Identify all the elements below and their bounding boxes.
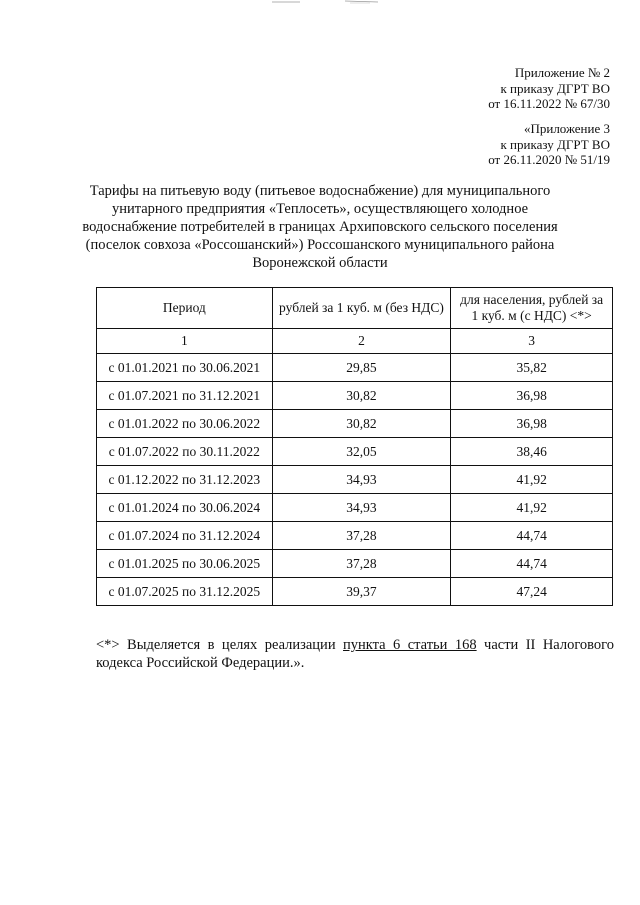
cell-with-vat: 35,82 [451,354,613,382]
cell-without-vat: 30,82 [272,382,451,410]
cell-period: с 01.01.2025 по 30.06.2025 [97,550,273,578]
appendix-current-line3: от 16.11.2022 № 67/30 [488,96,610,111]
cell-with-vat: 41,92 [451,494,613,522]
vat-footnote [96,636,614,672]
cell-with-vat: 41,92 [451,466,613,494]
cell-without-vat: 34,93 [272,466,451,494]
cell-period: с 01.07.2021 по 31.12.2021 [97,382,273,410]
cell-period: с 01.12.2022 по 31.12.2023 [97,466,273,494]
cell-without-vat: 37,28 [272,522,451,550]
appendix-current-line2: к приказу ДГРТ ВО [500,80,610,96]
header-period: Период [97,288,273,329]
table-header-row [97,288,613,329]
column-number-row [97,329,613,354]
title-line3: водоснабжение потребителей в границах Архиповского сельского поселения [82,219,558,235]
appendix-current-line1: Приложение № 2 [514,65,610,80]
header-with-vat [451,288,613,329]
cell-period: с 01.07.2025 по 31.12.2025 [97,578,273,606]
cell-with-vat: 47,24 [451,578,613,606]
appendix-original-reference [488,121,610,168]
table-row [97,354,613,382]
cell-without-vat: 39,37 [272,578,451,606]
cell-with-vat: 36,98 [451,382,613,410]
column-number-3: 3 [451,329,613,354]
cell-with-vat: 44,74 [451,550,613,578]
table-row [97,494,613,522]
cell-with-vat: 38,46 [451,438,613,466]
title-line4: (поселок совхоза «Россошанский») Россошанского муниципального района [85,237,555,253]
header-with-vat-line2: 1 куб. м (с НДС) <*> [471,308,592,323]
scan-artifact-marks [270,0,380,6]
column-number-1: 1 [97,329,273,354]
cell-period: с 01.07.2022 по 30.11.2022 [97,438,273,466]
table-row [97,522,613,550]
cell-without-vat: 30,82 [272,410,451,438]
cell-without-vat: 37,28 [272,550,451,578]
appendix-original-line2: к приказу ДГРТ ВО [500,136,610,152]
header-without-vat [272,288,451,329]
table-row [97,410,613,438]
tax-code-article-link[interactable]: пункта 6 статьи 168 [343,637,477,653]
cell-without-vat: 29,85 [272,354,451,382]
cell-period: с 01.01.2021 по 30.06.2021 [97,354,273,382]
header-without-vat-line1: рублей за 1 куб. м (без НДС) [279,300,444,315]
table-row [97,550,613,578]
table-row [97,578,613,606]
table-row [97,466,613,494]
cell-with-vat: 44,74 [451,522,613,550]
document-title [70,182,570,272]
footnote-prefix: <*> Выделяется в целях реализации [96,637,344,653]
column-number-2: 2 [272,329,451,354]
cell-period: с 01.01.2024 по 30.06.2024 [97,494,273,522]
cell-period: с 01.01.2022 по 30.06.2022 [97,410,273,438]
title-line1: Тарифы на питьевую воду (питьевое водоснабжение) для муниципального [89,183,551,199]
footnote-suffix: части II Налогового кодекса Российской Федерации.». [96,637,615,671]
cell-without-vat: 32,05 [272,438,451,466]
appendix-original-line1: «Приложение 3 [523,121,610,136]
cell-with-vat: 36,98 [451,410,613,438]
title-line2: унитарного предприятия «Теплосеть», осуществляющего холодное [111,201,529,217]
header-with-vat-line1: для населения, рублей за [460,292,604,307]
tariff-table [96,287,613,606]
appendix-current-reference [488,65,610,112]
title-line5: Воронежской области [252,255,388,271]
cell-without-vat: 34,93 [272,494,451,522]
table-row [97,438,613,466]
cell-period: с 01.07.2024 по 31.12.2024 [97,522,273,550]
table-row [97,382,613,410]
appendix-original-line3: от 26.11.2020 № 51/19 [488,152,610,167]
